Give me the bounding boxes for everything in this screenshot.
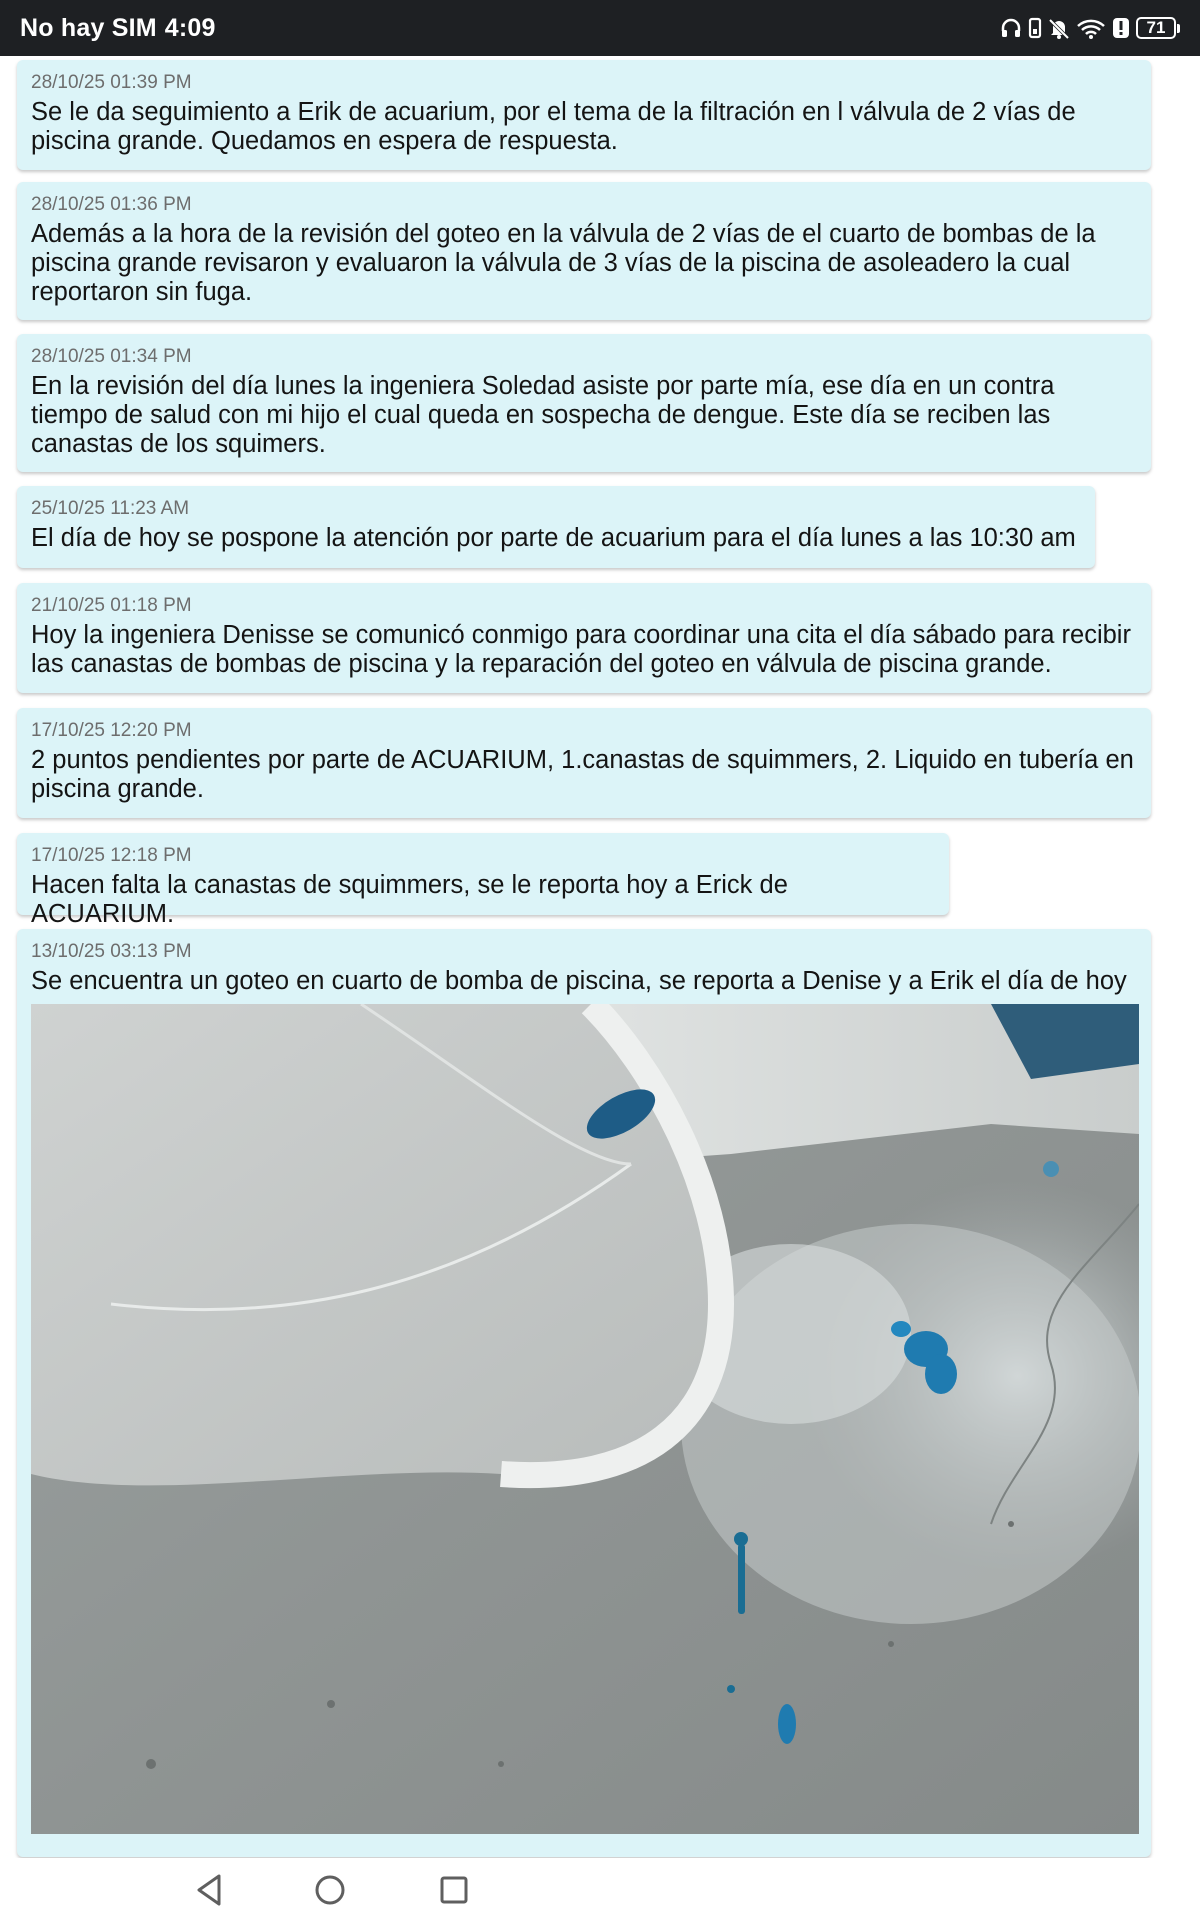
message-text: Además a la hora de la revisión del goteo en la válvula de 2 vías de el cuarto de bombas de la piscina grande revisaron y evaluaron la válvula de 3 vías de la piscina de asoleadero la cual reportaron sin fuga.: [31, 220, 1096, 306]
vibrate-icon: [1028, 17, 1042, 39]
message-text: Hacen falta la canastas de squimmers, se le reporta hoy a Erick de ACUARIUM.: [31, 871, 788, 928]
list-item[interactable]: [17, 833, 949, 928]
message-text: El día de hoy se pospone la atención por parte de acuarium para el día lunes a las 10:30 am: [31, 524, 1076, 552]
carrier-label: No hay SIM: [20, 13, 157, 42]
wifi-icon: [1076, 17, 1106, 39]
attached-photo[interactable]: [31, 1004, 1139, 1834]
list-item[interactable]: [17, 583, 1151, 693]
message-timestamp: 13/10/25 03:13 PM: [31, 941, 192, 962]
recents-icon[interactable]: [434, 1870, 474, 1910]
message-text: 2 puntos pendientes por parte de ACUARIUM, 1.canastas de squimmers, 2. Liquido en tubería en piscina grande.: [31, 746, 1134, 803]
message-timestamp: 17/10/25 12:20 PM: [31, 720, 192, 741]
status-icons: [1000, 17, 1180, 39]
status-bar: [0, 0, 1200, 56]
back-icon[interactable]: [189, 1870, 229, 1910]
message-timestamp: 28/10/25 01:34 PM: [31, 346, 192, 367]
message-text: Se encuentra un goteo en cuarto de bomba de piscina, se reporta a Denise y a Erik el día de hoy: [31, 967, 1127, 995]
message-text: Se le da seguimiento a Erik de acuarium, por el tema de la filtración en l válvula de 2 vías de piscina grande. Quedamos en espera de respuesta.: [31, 98, 1076, 155]
message-text: En la revisión del día lunes la ingeniera Soledad asiste por parte mía, ese día en un contra tiempo de salud con mi hijo el cual queda en sospecha de dengue. Este día se reciben las canastas de los squimers.: [31, 372, 1055, 458]
list-item[interactable]: [17, 708, 1151, 818]
list-item[interactable]: [17, 182, 1151, 320]
message-timestamp: 28/10/25 01:39 PM: [31, 72, 192, 93]
message-timestamp: 25/10/25 11:23 AM: [31, 498, 190, 519]
battery-icon: [1136, 17, 1180, 39]
alert-icon: [1112, 17, 1130, 39]
message-feed[interactable]: [0, 56, 1200, 1858]
mute-icon: [1048, 17, 1070, 39]
list-item[interactable]: [17, 929, 1151, 1857]
message-timestamp: 28/10/25 01:36 PM: [31, 194, 192, 215]
home-icon[interactable]: [310, 1870, 350, 1910]
list-item[interactable]: [17, 60, 1151, 170]
list-item[interactable]: [17, 334, 1151, 472]
status-left: [20, 14, 216, 43]
message-text: Hoy la ingeniera Denisse se comunicó conmigo para coordinar una cita el día sábado para recibir las canastas de bombas de piscina y la reparación del goteo en válvula de piscina grande.: [31, 621, 1131, 678]
clock: 4:09: [164, 13, 216, 42]
message-timestamp: 21/10/25 01:18 PM: [31, 595, 192, 616]
list-item[interactable]: [17, 486, 1095, 568]
battery-level: 71: [1136, 17, 1176, 39]
message-timestamp: 17/10/25 12:18 PM: [31, 845, 192, 866]
navigation-bar: [0, 1858, 1200, 1920]
headphones-icon: [1000, 17, 1022, 39]
